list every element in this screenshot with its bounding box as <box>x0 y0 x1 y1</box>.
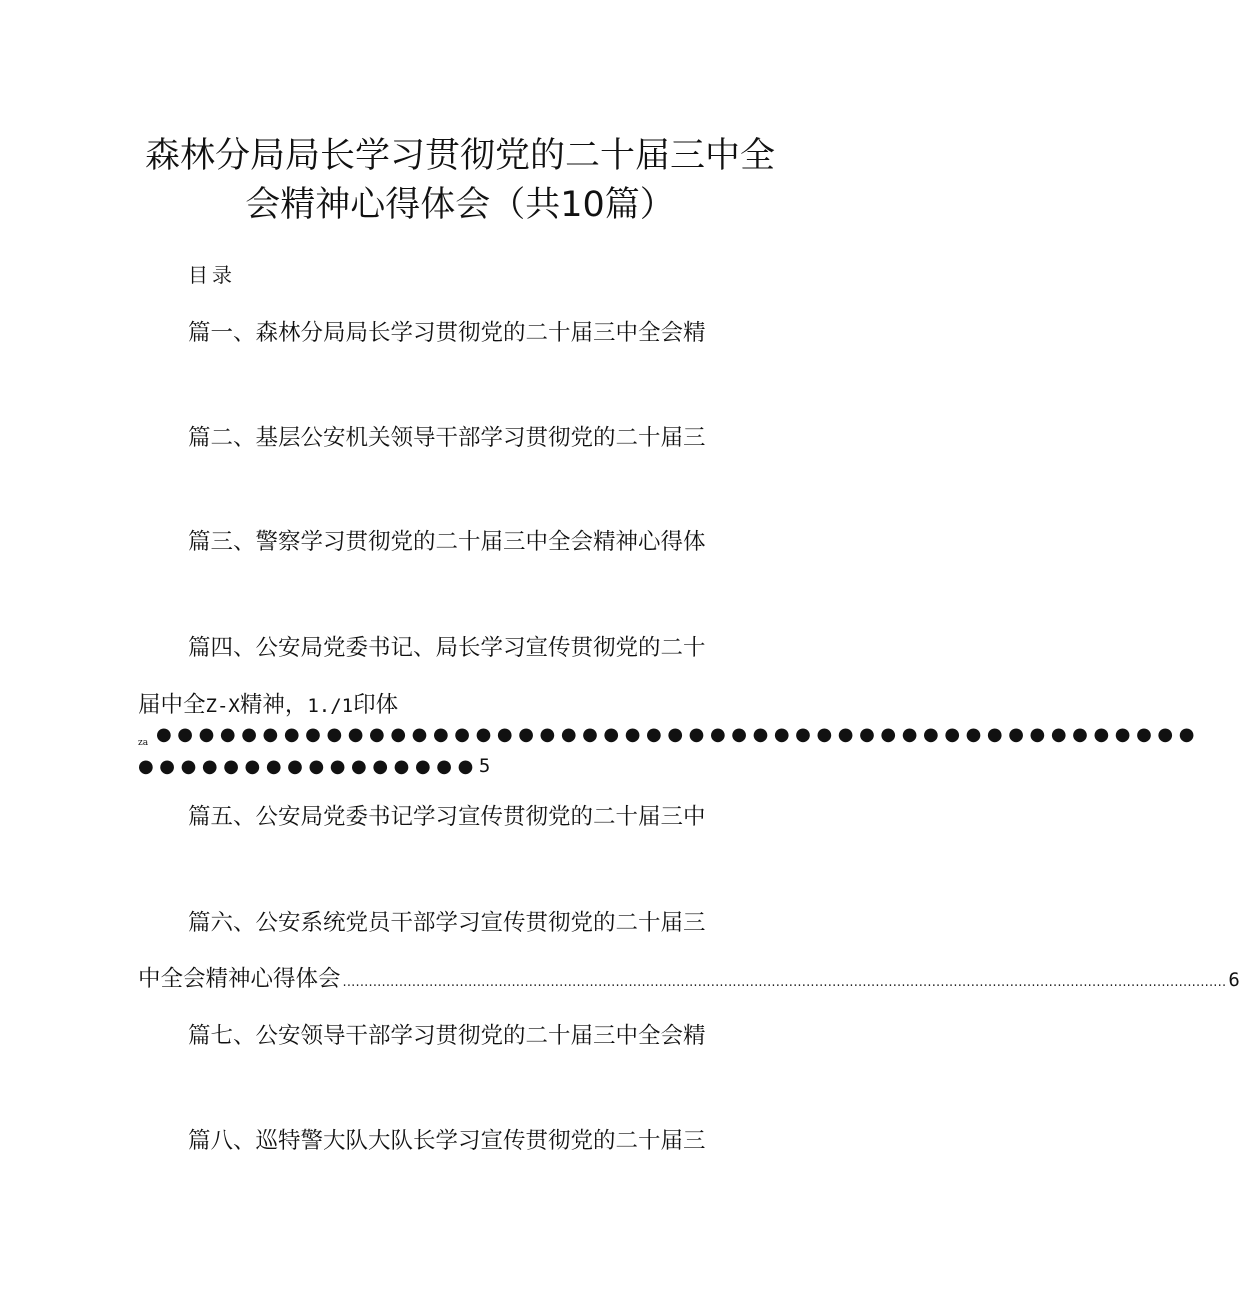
toc-entry-4-artifact: za <box>138 738 149 748</box>
toc-entry-6-leader-dots: ............................................................................................................................................................................................................ <box>342 975 1227 990</box>
document-title-line-2: 会精神心得体会（共10篇） <box>245 185 675 225</box>
toc-entry-4-leader-dots-line-2 <box>138 753 490 780</box>
toc-entry-4-cont-part: 1./1 <box>307 695 354 717</box>
toc-entry-7[interactable]: 篇七、公安领导干部学习贯彻党的二十届三中全会精 <box>188 1023 706 1049</box>
toc-entry-5[interactable]: 篇五、公安局党委书记学习宣传贯彻党的二十届三中 <box>188 804 706 830</box>
toc-entry-4-cont-part: Z-X <box>205 695 240 717</box>
toc-entry-3[interactable]: 篇三、警察学习贯彻党的二十届三中全会精神心得体 <box>188 529 706 555</box>
toc-entry-1[interactable]: 篇一、森林分局局长学习贯彻党的二十届三中全会精 <box>188 320 706 346</box>
toc-entry-8[interactable]: 篇八、巡特警大队大队长学习宣传贯彻党的二十届三 <box>188 1128 706 1154</box>
toc-entry-4-continuation[interactable] <box>138 690 398 721</box>
toc-entry-4[interactable]: 篇四、公安局党委书记、局长学习宣传贯彻党的二十 <box>188 635 706 661</box>
toc-entry-4-leader-dots: ●●●●●●●●●●●●●●●●●●●●●●●●●●●●●●●●●●●●●●●●●●●●●●●●● <box>156 724 1200 745</box>
toc-entry-4-cont-part: 届中全 <box>138 692 206 718</box>
toc-entry-4-cont-part: 印体 <box>353 692 399 718</box>
toc-entry-6-cont-text: 中全会精神心得体会 <box>138 966 341 992</box>
toc-entry-4-cont-part: 精神， <box>239 692 308 718</box>
toc-entry-4-page-number: 5 <box>478 755 491 777</box>
toc-entry-6-continuation[interactable] <box>138 964 1240 994</box>
toc-entry-6-page-number: 6 <box>1228 969 1240 991</box>
toc-heading: 目录 <box>188 263 236 287</box>
document-title-line-1: 森林分局局长学习贯彻党的二十届三中全 <box>144 136 775 176</box>
toc-entry-4-leader-dots: ●●●●●●●●●●●●●●●● <box>138 756 479 777</box>
toc-entry-2[interactable]: 篇二、基层公安机关领导干部学习贯彻党的二十届三 <box>188 425 706 451</box>
toc-entry-6[interactable]: 篇六、公安系统党员干部学习宣传贯彻党的二十届三 <box>188 910 706 936</box>
